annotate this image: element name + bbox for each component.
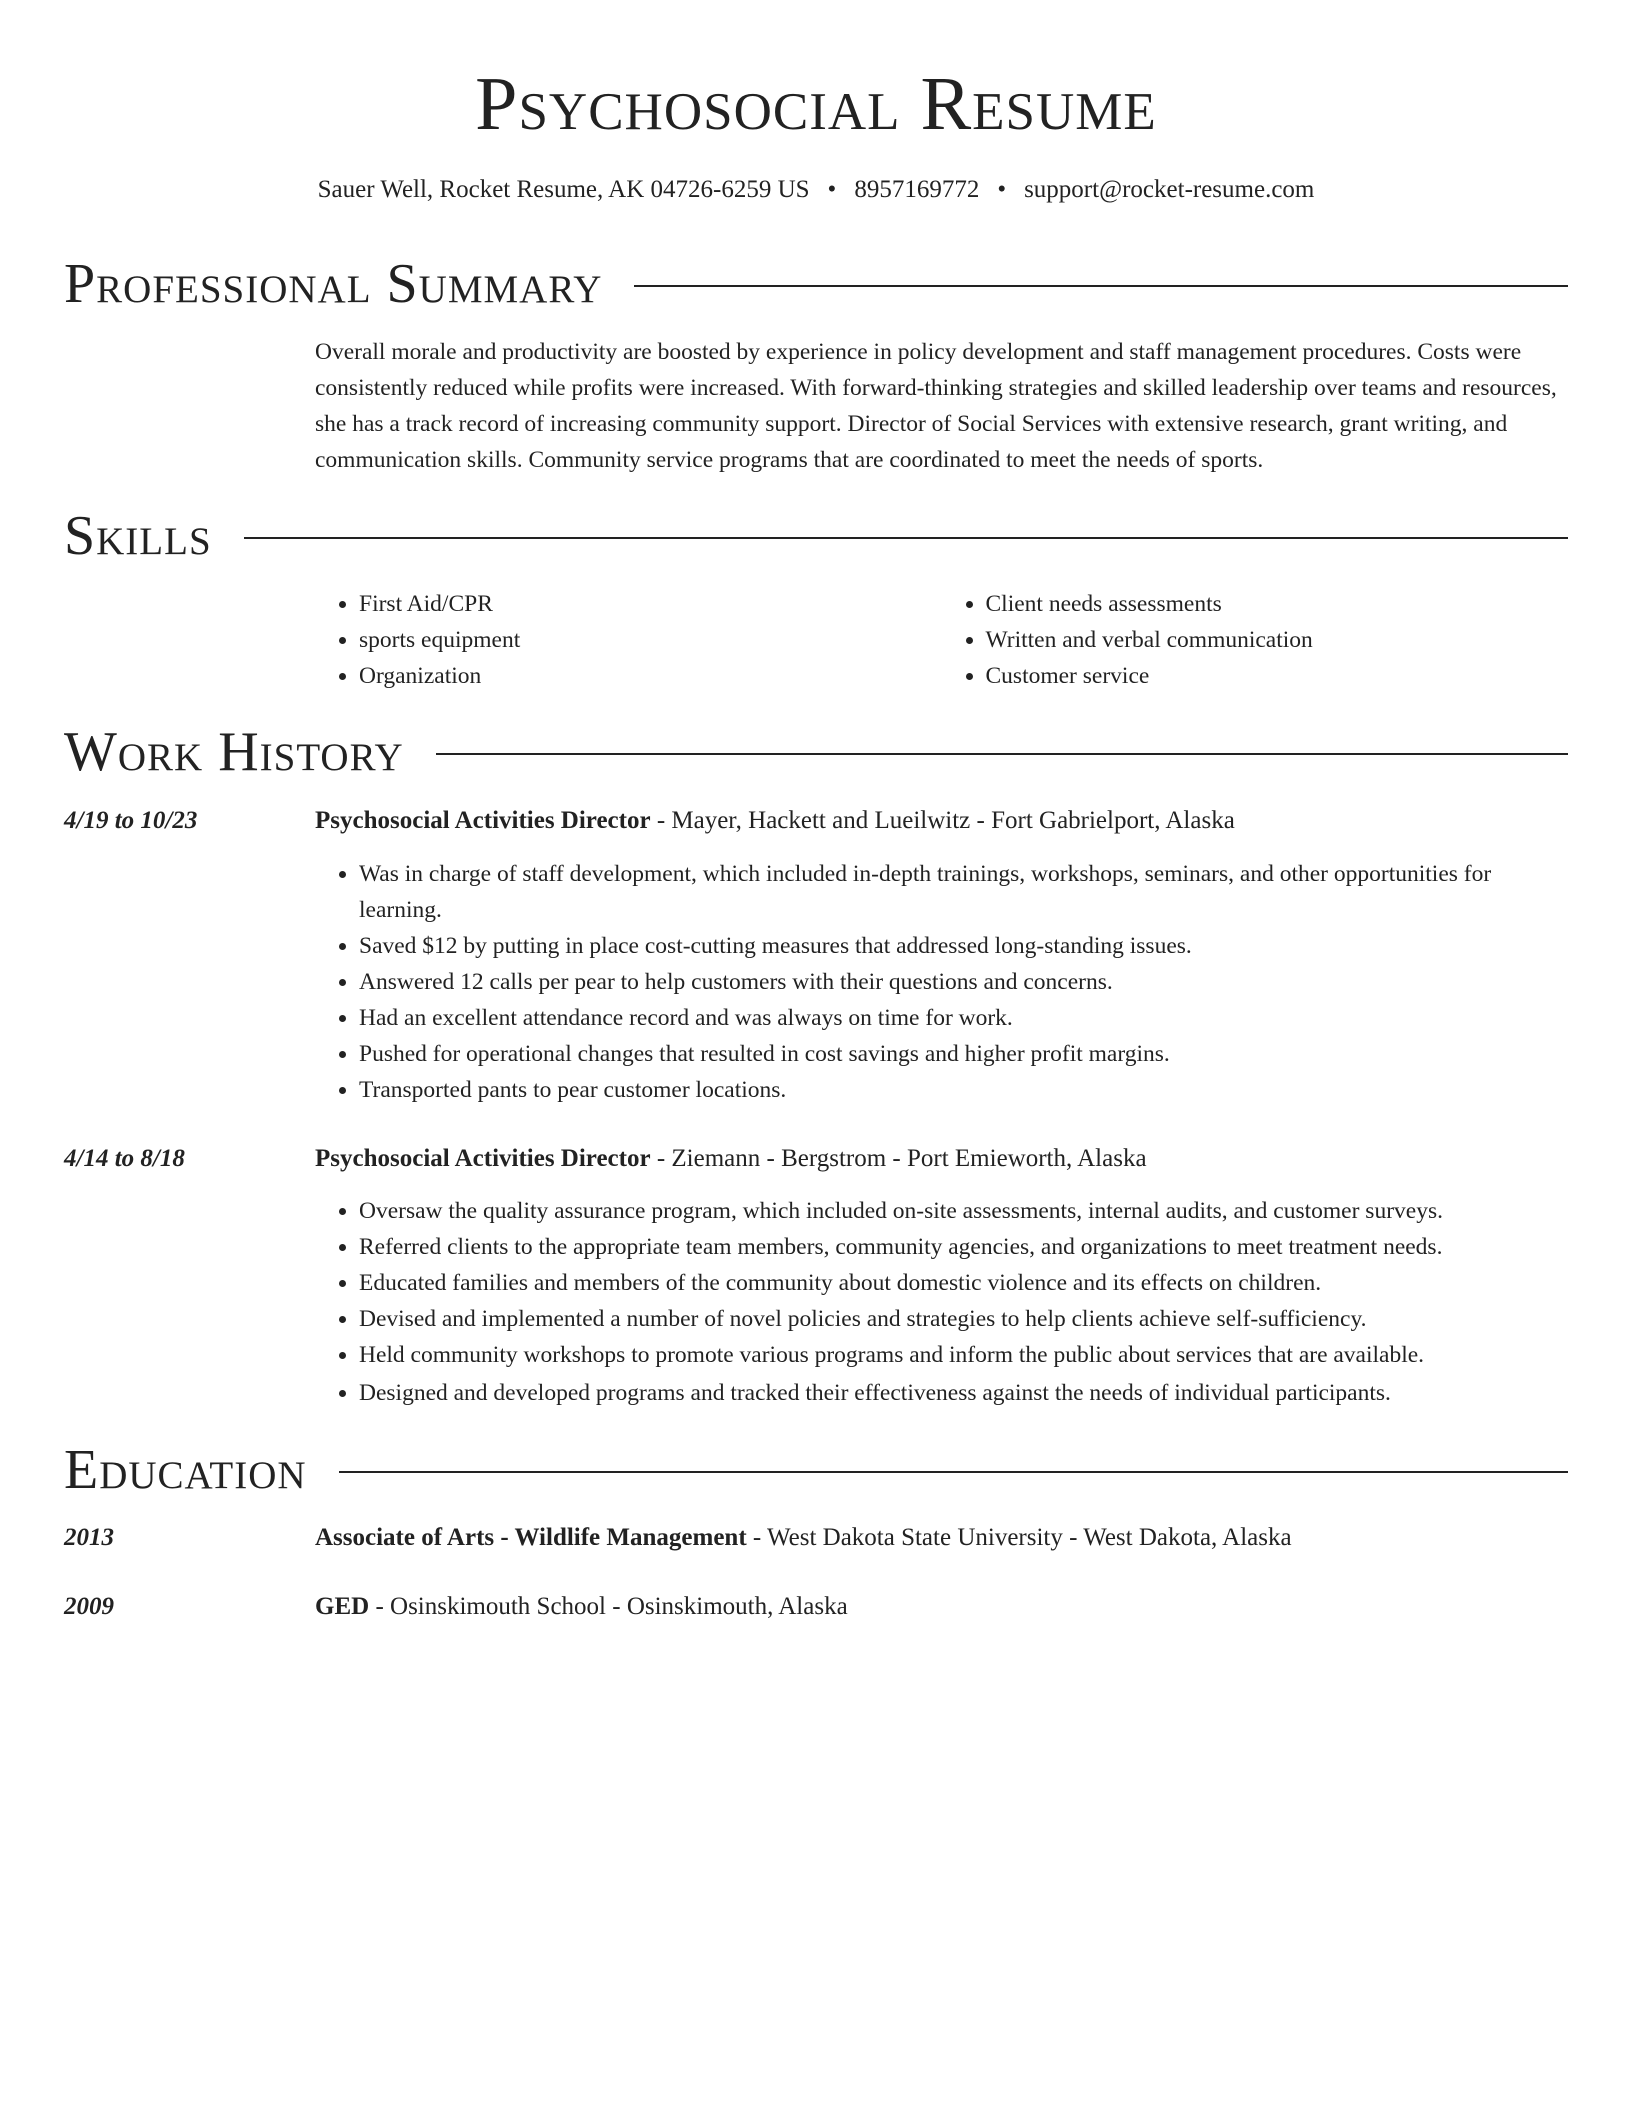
- skills-list-left: [315, 586, 942, 694]
- skills-body: [315, 586, 1568, 694]
- job-bullet: • Saved $12 by putting in place cost-cutting measures that addressed long-standing issues.: [359, 928, 1568, 964]
- education-details: - West Dakota State University - West Dakota, Alaska: [746, 1524, 1292, 1551]
- job-dates: 4/19 to 10/23: [64, 807, 198, 834]
- job-bullet: • Had an excellent attendance record and was always on time for work.: [359, 1000, 1568, 1036]
- contact-phone: 8957169772: [854, 176, 980, 203]
- job-header: [315, 803, 1568, 839]
- skill-item: • Client needs assessments: [986, 586, 1569, 622]
- job-bullet: • Designed and developed programs and tracked their effectiveness against the needs of individual participants.: [359, 1375, 1568, 1411]
- section-divider: [436, 753, 1568, 755]
- job-bullet: • Educated families and members of the community about domestic violence and its effects on children.: [359, 1265, 1568, 1301]
- job-entry: [315, 1141, 1568, 1411]
- job-bullet: • Devised and implemented a number of novel policies and strategies to help clients achieve self-sufficiency.: [359, 1301, 1568, 1337]
- skills-grid: [315, 586, 1568, 694]
- section-divider: [244, 537, 1568, 539]
- education-entry: [315, 1520, 1568, 1556]
- job-title: Psychosocial Activities Director: [315, 807, 651, 834]
- skills-list-right: [942, 586, 1569, 694]
- skills-heading: Skills: [64, 505, 212, 567]
- job-bullet: • Pushed for operational changes that resulted in cost savings and higher profit margins.: [359, 1036, 1568, 1072]
- skill-item: • Written and verbal communication: [986, 622, 1569, 658]
- contact-separator: •: [997, 176, 1007, 203]
- job-bullet: • Held community workshops to promote various programs and inform the public about services that are available.: [359, 1337, 1568, 1373]
- job-bullet: • Oversaw the quality assurance program, which included on-site assessments, internal audits, and customer surveys.: [359, 1193, 1568, 1229]
- summary-body: [315, 334, 1568, 478]
- job-header: [315, 1141, 1568, 1177]
- job-entry: [315, 803, 1568, 1108]
- skills-section-header: [64, 504, 1568, 568]
- contact-separator: •: [827, 176, 837, 203]
- contact-email: support@rocket-resume.com: [1024, 176, 1315, 203]
- skill-item: • sports equipment: [359, 622, 942, 658]
- contact-line: [64, 172, 1568, 208]
- contact-address: Sauer Well, Rocket Resume, AK 04726-6259 US: [317, 176, 810, 203]
- job-bullet: • Answered 12 calls per pear to help customers with their questions and concerns.: [359, 964, 1568, 1000]
- section-divider: [634, 285, 1568, 287]
- education-header: [315, 1520, 1568, 1556]
- education-year: 2013: [64, 1524, 114, 1551]
- job-bullet: • Referred clients to the appropriate team members, community agencies, and organizations to meet treatment needs.: [359, 1229, 1568, 1265]
- education-details: - Osinskimouth School - Osinskimouth, Alaska: [369, 1593, 848, 1620]
- work-heading: Work History: [64, 721, 404, 783]
- job-dates: 4/14 to 8/18: [64, 1145, 185, 1172]
- resume-title: Psychosocial Resume: [475, 62, 1157, 146]
- summary-text: Overall morale and productivity are boosted by experience in policy development and staff management procedures. Costs were consistently reduced while profits were increased. With forward-thinking strategies and skilled leadership over teams and resources, she has a track record of increasing community support. Director of Social Services with extensive research, grant writing, and communication skills. Community service programs that are coordinated to meet the needs of sports.: [315, 339, 1557, 473]
- skill-item: • Customer service: [986, 658, 1569, 694]
- education-degree: GED: [315, 1593, 370, 1620]
- education-section-header: [64, 1438, 1568, 1502]
- education-entry: [315, 1589, 1568, 1625]
- job-title: Psychosocial Activities Director: [315, 1145, 651, 1172]
- skill-item: • First Aid/CPR: [359, 586, 942, 622]
- skill-item: • Organization: [359, 658, 942, 694]
- education-heading: Education: [64, 1439, 307, 1501]
- job-details: - Mayer, Hackett and Lueilwitz - Fort Gabrielport, Alaska: [650, 807, 1235, 834]
- job-bullets: [315, 856, 1568, 1108]
- summary-section-header: [64, 252, 1568, 316]
- education-header: [315, 1589, 1568, 1625]
- education-degree: Associate of Arts - Wildlife Management: [315, 1524, 747, 1551]
- work-section-header: [64, 720, 1568, 784]
- section-divider: [339, 1471, 1568, 1473]
- job-details: - Ziemann - Bergstrom - Port Emieworth, Alaska: [650, 1145, 1147, 1172]
- summary-heading: Professional Summary: [64, 253, 603, 315]
- job-bullet: • Was in charge of staff development, which included in-depth trainings, workshops, seminars, and other opportunities for learning.: [359, 856, 1568, 928]
- job-bullets: [315, 1193, 1568, 1411]
- education-year: 2009: [64, 1593, 114, 1620]
- job-bullet: • Transported pants to pear customer locations.: [359, 1072, 1568, 1108]
